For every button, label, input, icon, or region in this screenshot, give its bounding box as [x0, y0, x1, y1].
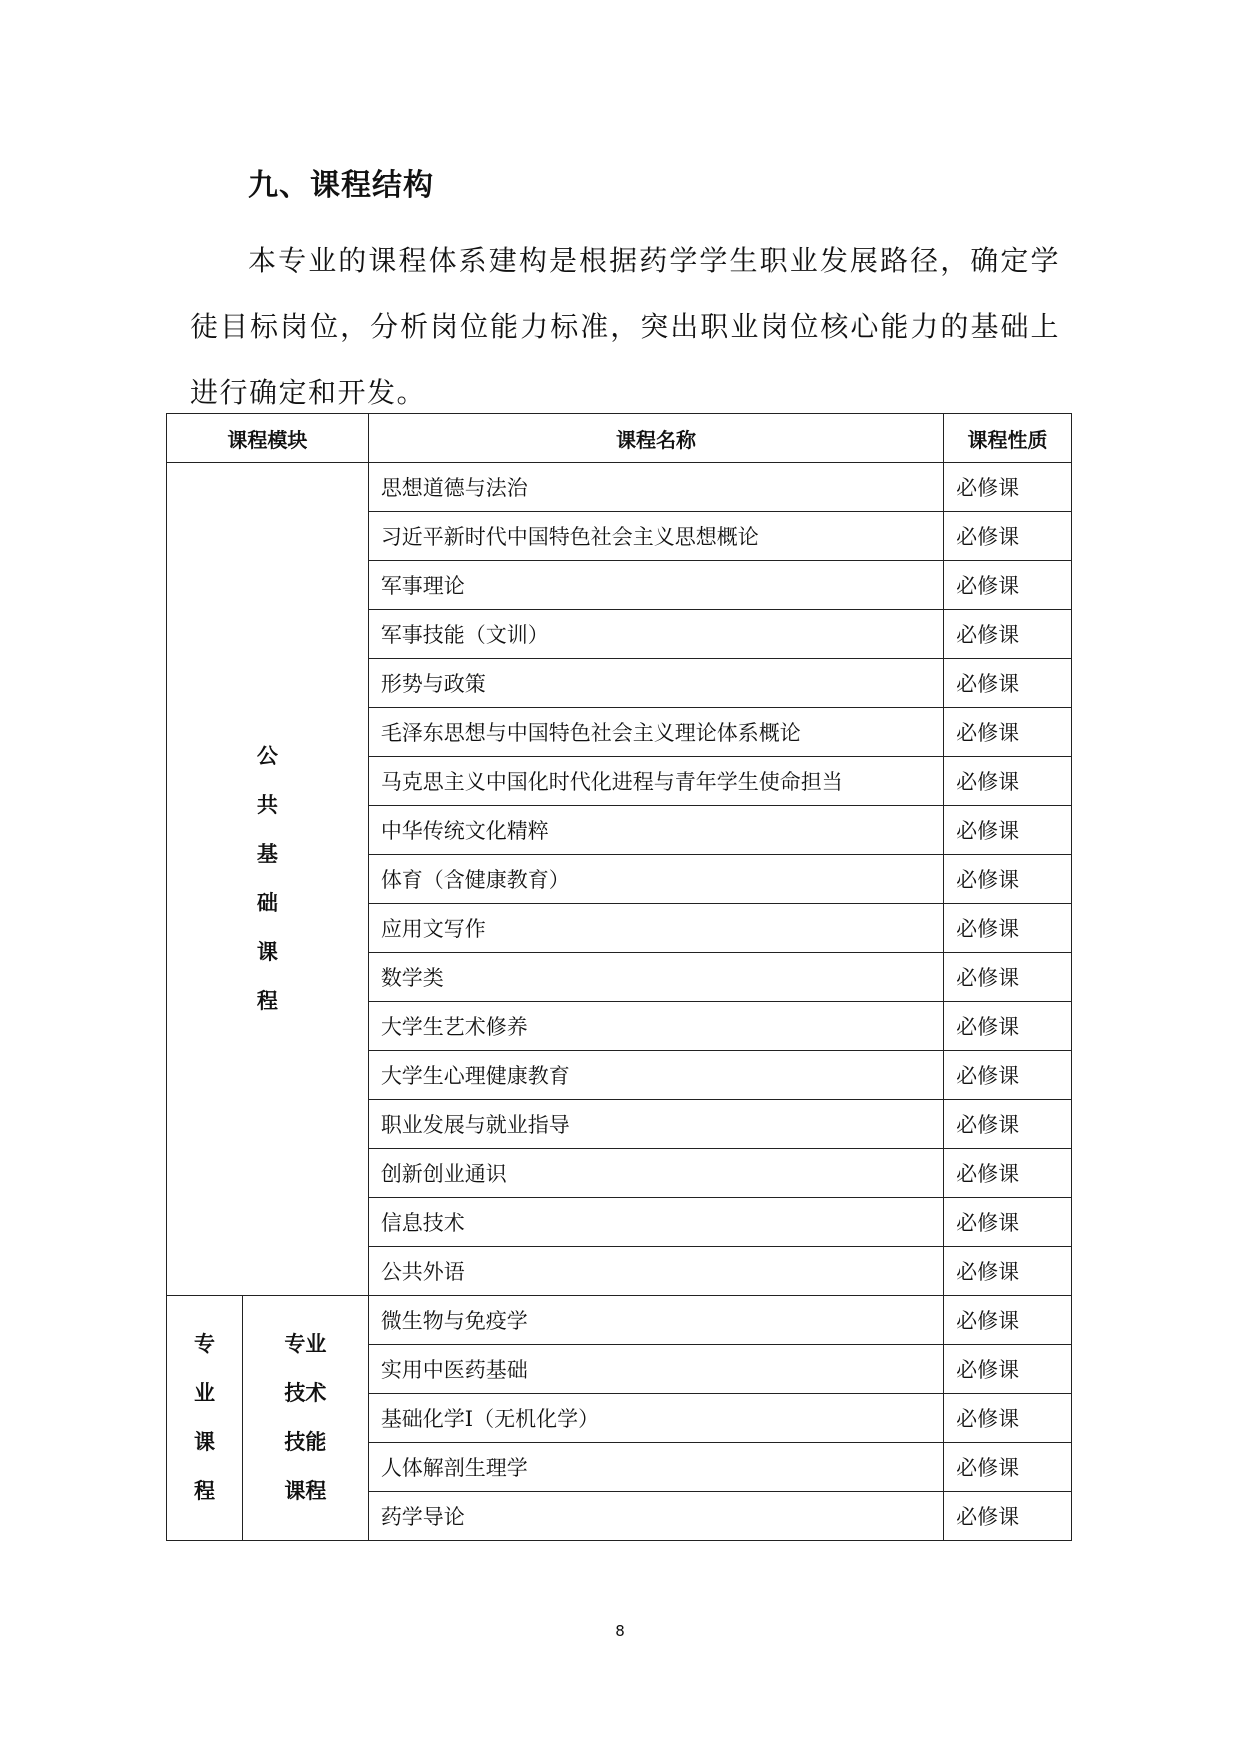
course-type-cell: 必修课: [944, 904, 1072, 953]
course-type-cell: 必修课: [944, 806, 1072, 855]
course-name-cell: 实用中医药基础: [368, 1345, 943, 1394]
table-row: [167, 1296, 1072, 1345]
module-public-basic: [167, 463, 369, 1296]
course-name-cell: 人体解剖生理学: [368, 1443, 943, 1492]
course-name-cell: 数学类: [368, 953, 943, 1002]
course-name-cell: 药学导论: [368, 1492, 943, 1541]
course-type-cell: 必修课: [944, 757, 1072, 806]
professional-courses-body: [167, 1296, 1072, 1541]
course-type-cell: 必修课: [944, 1149, 1072, 1198]
table-row: [167, 463, 1072, 512]
course-name-cell: 大学生艺术修养: [368, 1002, 943, 1051]
header-module: 课程模块: [167, 414, 369, 463]
table-header-row: [167, 414, 1072, 463]
course-type-cell: 必修课: [944, 1345, 1072, 1394]
course-type-cell: 必修课: [944, 855, 1072, 904]
course-type-cell: 必修课: [944, 1296, 1072, 1345]
course-name-cell: 大学生心理健康教育: [368, 1051, 943, 1100]
course-name-cell: 公共外语: [368, 1247, 943, 1296]
course-type-cell: 必修课: [944, 1394, 1072, 1443]
course-type-cell: 必修课: [944, 1198, 1072, 1247]
header-course-name: 课程名称: [368, 414, 943, 463]
module-public-basic-label: 公共基础课程: [256, 744, 278, 1013]
header-course-type: 课程性质: [944, 414, 1072, 463]
module-professional: [167, 1296, 243, 1541]
submodule-professional-skills-label: 专业技术技能课程: [284, 1332, 327, 1503]
course-type-cell: 必修课: [944, 1051, 1072, 1100]
course-type-cell: 必修课: [944, 561, 1072, 610]
course-name-cell: 中华传统文化精粹: [368, 806, 943, 855]
course-type-cell: 必修课: [944, 708, 1072, 757]
course-type-cell: 必修课: [944, 953, 1072, 1002]
course-type-cell: 必修课: [944, 463, 1072, 512]
course-type-cell: 必修课: [944, 1443, 1072, 1492]
intro-paragraph: 本专业的课程体系建构是根据药学学生职业发展路径，确定学徒目标岗位，分析岗位能力标准，突出职业岗位核心能力的基础上进行确定和开发。: [190, 244, 1060, 409]
course-name-cell: 基础化学Ⅰ（无机化学）: [368, 1394, 943, 1443]
public-courses-body: [167, 463, 1072, 1296]
course-structure-table: [166, 413, 1072, 1541]
course-name-cell: 应用文写作: [368, 904, 943, 953]
course-name-cell: 职业发展与就业指导: [368, 1100, 943, 1149]
course-type-cell: 必修课: [944, 659, 1072, 708]
submodule-professional-skills: [242, 1296, 368, 1541]
module-professional-label: 专业课程: [193, 1332, 215, 1503]
course-name-cell: 微生物与免疫学: [368, 1296, 943, 1345]
course-name-cell: 体育（含健康教育）: [368, 855, 943, 904]
course-type-cell: 必修课: [944, 1247, 1072, 1296]
course-name-cell: 军事理论: [368, 561, 943, 610]
course-name-cell: 信息技术: [368, 1198, 943, 1247]
course-name-cell: 思想道德与法治: [368, 463, 943, 512]
section-heading: 九、课程结构: [248, 168, 434, 203]
course-type-cell: 必修课: [944, 610, 1072, 659]
course-type-cell: 必修课: [944, 1002, 1072, 1051]
course-name-cell: 毛泽东思想与中国特色社会主义理论体系概论: [368, 708, 943, 757]
course-type-cell: 必修课: [944, 512, 1072, 561]
course-name-cell: 军事技能（文训）: [368, 610, 943, 659]
course-type-cell: 必修课: [944, 1100, 1072, 1149]
course-name-cell: 创新创业通识: [368, 1149, 943, 1198]
course-name-cell: 习近平新时代中国特色社会主义思想概论: [368, 512, 943, 561]
course-name-cell: 马克思主义中国化时代化进程与青年学生使命担当: [368, 757, 943, 806]
course-name-cell: 形势与政策: [368, 659, 943, 708]
course-type-cell: 必修课: [944, 1492, 1072, 1541]
page-number: 8: [615, 1622, 625, 1640]
